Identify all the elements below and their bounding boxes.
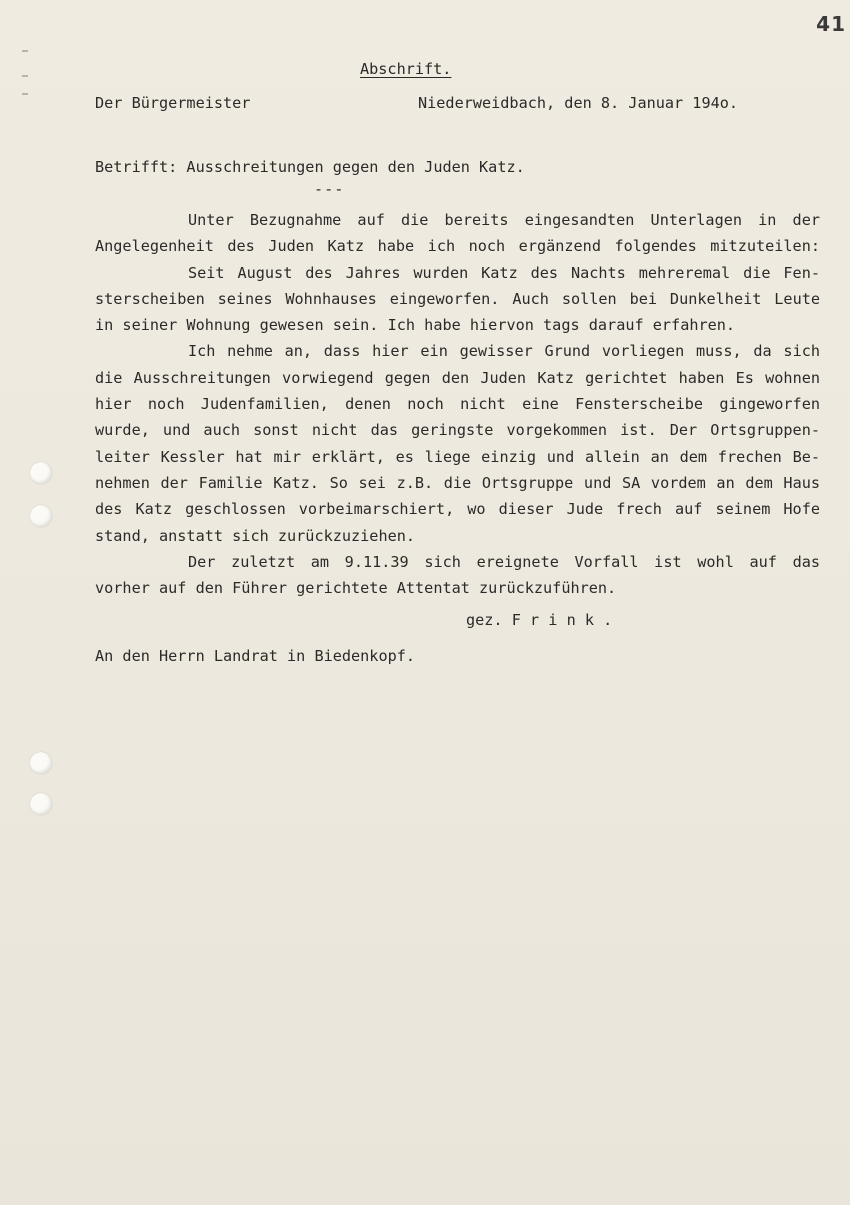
margin-mark	[22, 75, 28, 77]
body-line: Ich nehme an, dass hier ein gewisser Grund vorliegen muss, da sich	[188, 342, 820, 361]
letter-body	[95, 207, 820, 601]
body-line: sterscheiben seines Wohnhauses eingeworfen. Auch sollen bei Dunkelheit Leute	[95, 289, 820, 308]
body-line: hier noch Judenfamilien, denen noch nicht eine Fensterscheibe gingeworfen	[95, 395, 820, 414]
date-line: Niederweidbach, den 8. Januar 194o.	[418, 94, 739, 112]
body-line: die Ausschreitungen vorwiegend gegen den Juden Katz gerichtet haben Es wohnen	[95, 368, 820, 387]
body-line: Unter Bezugnahme auf die bereits eingesandten Unterlagen in der	[188, 211, 820, 229]
body-line: in seiner Wohnung gewesen sein. Ich habe hiervon tags darauf erfahren.	[95, 316, 736, 335]
recipient-line: An den Herrn Landrat in Biedenkopf.	[95, 647, 416, 665]
margin-mark	[22, 93, 28, 95]
page-number: 41	[816, 12, 846, 36]
body-line: Angelegenheit des Juden Katz habe ich noch ergänzend folgendes mitzuteilen:	[95, 237, 820, 256]
body-line: leiter Kessler hat mir erklärt, es liege einzig und allein an dem frechen Be-	[95, 447, 820, 466]
body-line: nehmen der Familie Katz. So sei z.B. die Ortsgruppe und SA vordem an dem Haus	[95, 473, 820, 492]
body-line: vorher auf den Führer gerichtete Attentat zurückzuführen.	[95, 579, 617, 598]
subject-line: Betrifft: Ausschreitungen gegen den Juden Katz.	[95, 158, 525, 176]
margin-mark	[22, 50, 28, 52]
body-line: des Katz geschlossen vorbeimarschiert, wo dieser Jude frech auf seinem Hofe	[95, 500, 820, 519]
separator: ---	[314, 180, 345, 198]
body-line: stand, anstatt sich zurückzuziehen.	[95, 526, 416, 545]
signature: gez. F r i n k .	[466, 611, 613, 629]
body-line: wurde, und auch sonst nicht das geringste vorgekommen ist. Der Ortsgruppen-	[95, 421, 820, 440]
punch-hole	[30, 505, 52, 527]
punch-hole	[30, 462, 52, 484]
body-line: Seit August des Jahres wurden Katz des Nachts mehreremal die Fen-	[188, 263, 820, 282]
sender-line: Der Bürgermeister	[95, 94, 251, 112]
document-heading: Abschrift.	[360, 60, 452, 78]
punch-hole	[30, 793, 52, 815]
punch-hole	[30, 752, 52, 774]
body-line: Der zuletzt am 9.11.39 sich ereignete Vorfall ist wohl auf das	[188, 552, 820, 571]
